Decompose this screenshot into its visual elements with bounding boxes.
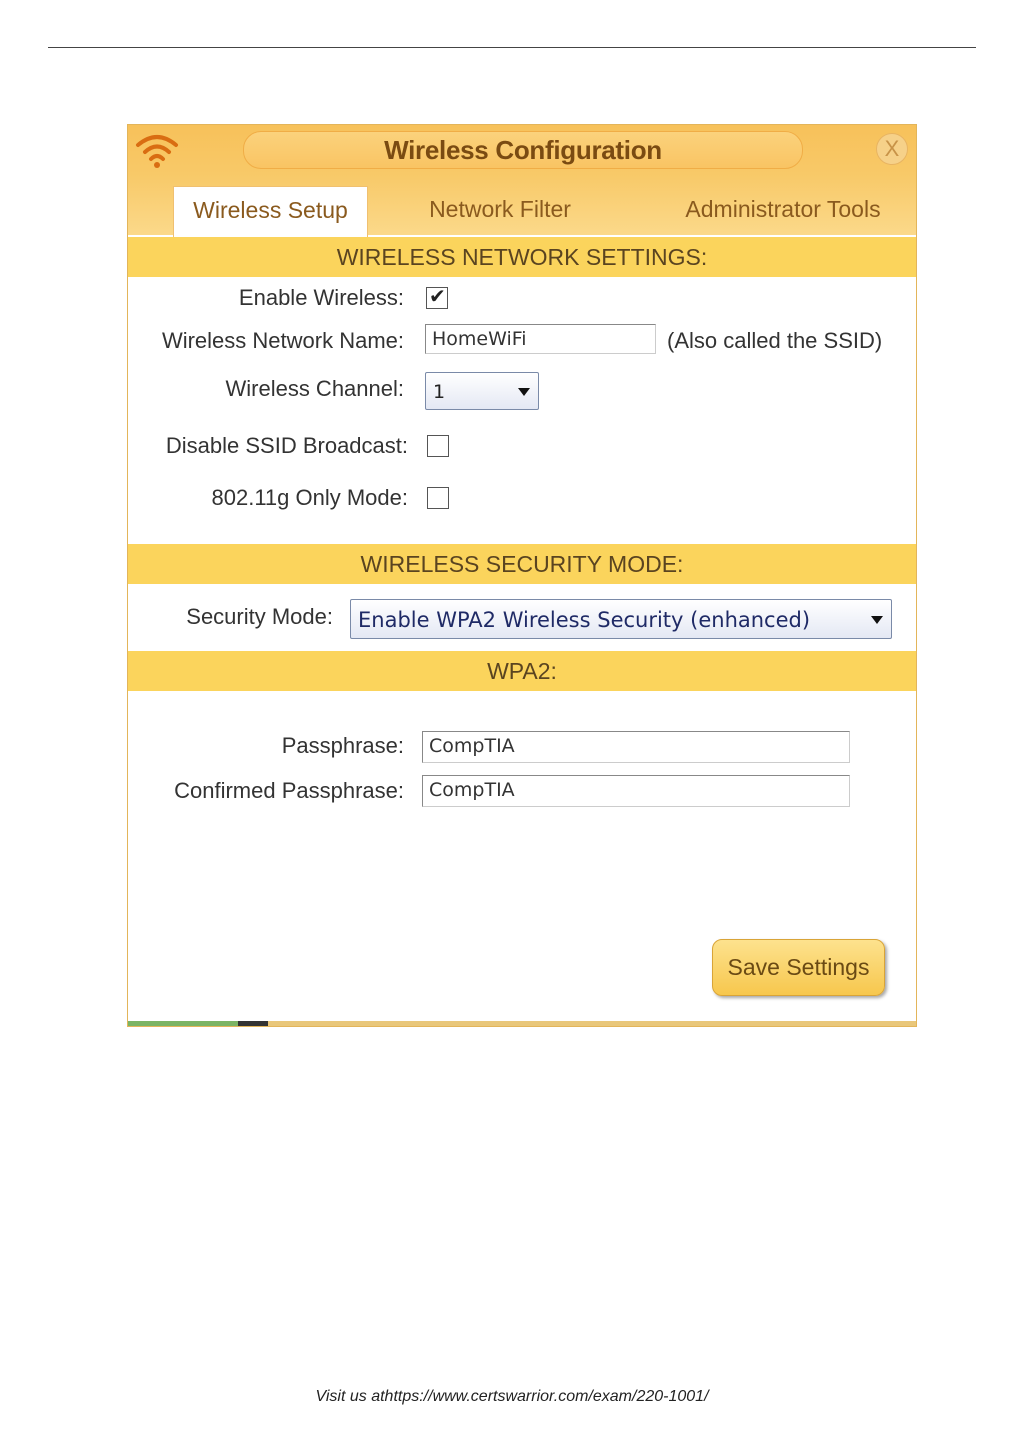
wireless-channel-label: Wireless Channel: (225, 376, 404, 401)
title-pill (243, 131, 803, 169)
g-only-mode-label: 802.11g Only Mode: (211, 485, 408, 510)
save-settings-button[interactable]: Save Settings (712, 939, 885, 996)
wireless-security-mode-header: WIRELESS SECURITY MODE: (128, 544, 916, 584)
wireless-channel-value: 1 (433, 381, 446, 403)
enable-wireless-label: Enable Wireless: (238, 285, 404, 310)
g-only-mode-checkbox[interactable] (427, 487, 449, 509)
wpa2-header: WPA2: (128, 651, 916, 691)
window-title: Wireless Configuration (384, 135, 662, 165)
title-bar (128, 125, 916, 235)
wireless-configuration-window (127, 124, 917, 1027)
wifi-icon (134, 131, 180, 171)
disable-ssid-broadcast-label: Disable SSID Broadcast: (165, 433, 408, 458)
close-icon: X (884, 136, 900, 161)
tab-administrator-tools[interactable]: Administrator Tools (685, 196, 881, 222)
security-mode-select[interactable] (350, 599, 892, 639)
ssid-note: (Also called the SSID) (667, 328, 883, 353)
close-button[interactable] (876, 133, 908, 165)
tab-wireless-setup[interactable]: Wireless Setup (173, 186, 368, 237)
chevron-down-icon (518, 388, 530, 396)
chevron-down-icon (871, 616, 883, 624)
footer-url: Visit us athttps://www.certswarrior.com/exam/220-1001/ (315, 1388, 709, 1405)
security-mode-label: Security Mode: (186, 604, 333, 629)
page-top-rule (48, 47, 976, 48)
checkmark-icon: ✔ (429, 286, 446, 308)
confirmed-passphrase-input[interactable]: CompTIA (422, 775, 850, 807)
wireless-channel-select[interactable] (425, 372, 539, 410)
bottom-strip (128, 1021, 916, 1026)
tab-network-filter[interactable]: Network Filter (429, 196, 571, 222)
confirmed-passphrase-label: Confirmed Passphrase: (174, 778, 404, 803)
disable-ssid-broadcast-checkbox[interactable] (427, 435, 449, 457)
wireless-network-settings-header: WIRELESS NETWORK SETTINGS: (128, 237, 916, 277)
enable-wireless-checkbox[interactable] (426, 287, 448, 309)
passphrase-label: Passphrase: (281, 733, 404, 758)
network-name-input[interactable]: HomeWiFi (425, 324, 656, 354)
network-name-label: Wireless Network Name: (161, 328, 404, 353)
passphrase-input[interactable]: CompTIA (422, 731, 850, 763)
security-mode-value: Enable WPA2 Wireless Security (enhanced) (358, 608, 811, 632)
